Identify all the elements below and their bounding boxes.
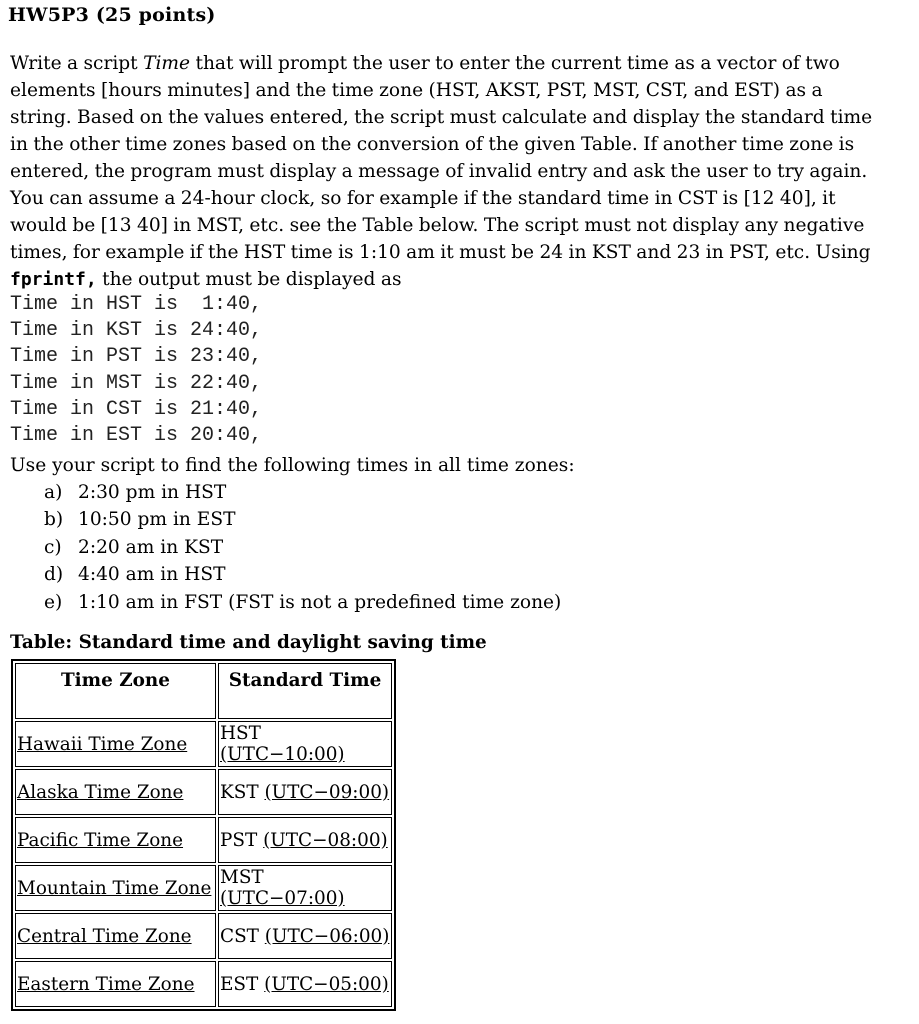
output-line: Time in HST is 1:40, — [10, 293, 263, 316]
problem-description — [10, 50, 915, 293]
tasks-intro: Use your script to find the following times in all time zones: — [10, 455, 575, 476]
output-line: Time in KST is 24:40, — [10, 319, 263, 343]
standard-time-cell: KST (UTC−09:00) — [218, 769, 392, 815]
standard-time-cell: EST (UTC−05:00) — [218, 961, 392, 1007]
output-line: Time in EST is 20:40, — [10, 424, 263, 448]
table-row — [15, 865, 392, 911]
output-example — [10, 292, 262, 449]
header-time-zone: Time Zone — [15, 663, 216, 719]
description-line-3: string. Based on the values entered, the script must calculate and display the standard time — [10, 107, 873, 128]
standard-time-cell: HST (UTC−10:00) — [218, 721, 392, 767]
output-line: Time in PST is 23:40, — [10, 345, 263, 369]
utc-link[interactable]: (UTC−08:00) — [263, 829, 388, 851]
table-row — [15, 817, 392, 863]
zone-link[interactable]: Alaska Time Zone — [15, 769, 216, 815]
table-row — [15, 913, 392, 959]
zone-link[interactable]: Eastern Time Zone — [15, 961, 216, 1007]
utc-link[interactable]: (UTC−06:00) — [264, 925, 390, 947]
table-header-row — [15, 663, 392, 719]
task-item: c) 2:20 am in KST — [44, 536, 224, 558]
fprintf-keyword: fprintf, — [10, 269, 97, 290]
description-line-6: You can assume a 24-hour clock, so for example if the standard time in CST is [12 40], it — [10, 188, 836, 209]
task-item: e) 1:10 am in FST (FST is not a predefined time zone) — [44, 591, 562, 613]
description-line-5: entered, the program must display a message of invalid entry and ask the user to try again. — [10, 161, 868, 182]
timezone-table — [11, 659, 396, 1011]
task-item: a) 2:30 pm in HST — [44, 482, 227, 503]
zone-link[interactable]: Mountain Time Zone — [15, 865, 216, 911]
description-line-1: Write a script Time that will prompt the user to enter the current time as a vector of two — [10, 53, 840, 74]
description-line-4: in the other time zones based on the conversion of the given Table. If another time zone is — [10, 134, 855, 155]
output-line: Time in MST is 22:40, — [10, 371, 263, 395]
script-name: Time — [143, 53, 191, 74]
header-standard-time: Standard Time — [218, 663, 392, 719]
utc-link[interactable]: (UTC−09:00) — [264, 781, 390, 803]
zone-link[interactable]: Central Time Zone — [15, 913, 216, 959]
standard-time-cell: PST (UTC−08:00) — [218, 817, 392, 863]
task-list — [44, 479, 561, 616]
standard-time-cell: CST (UTC−06:00) — [218, 913, 392, 959]
standard-time-cell: MST (UTC−07:00) — [218, 865, 392, 911]
zone-link[interactable]: Pacific Time Zone — [15, 817, 216, 863]
description-line-8: times, for example if the HST time is 1:10 am it must be 24 in KST and 23 in PST, etc. Using — [10, 242, 871, 263]
table-row — [15, 721, 392, 767]
description-line-2: elements [hours minutes] and the time zone (HST, AKST, PST, MST, CST, and EST) as a — [10, 80, 823, 101]
task-item: d) 4:40 am in HST — [44, 564, 226, 586]
task-item: b) 10:50 pm in EST — [44, 509, 236, 531]
utc-link[interactable]: (UTC−07:00) — [220, 888, 345, 909]
description-line-9: fprintf, the output must be displayed as — [10, 269, 402, 290]
table-row — [15, 961, 392, 1007]
utc-link[interactable]: (UTC−05:00) — [264, 973, 389, 995]
zone-link[interactable]: Hawaii Time Zone — [15, 721, 216, 767]
description-line-7: would be [13 40] in MST, etc. see the Table below. The script must not display any negative — [10, 215, 865, 236]
utc-link[interactable]: (UTC−10:00) — [220, 744, 345, 765]
table-row — [15, 769, 392, 815]
problem-title: HW5P3 (25 points) — [8, 4, 216, 26]
output-line: Time in CST is 21:40, — [10, 397, 263, 421]
table-caption: Table: Standard time and daylight saving time — [10, 632, 487, 653]
